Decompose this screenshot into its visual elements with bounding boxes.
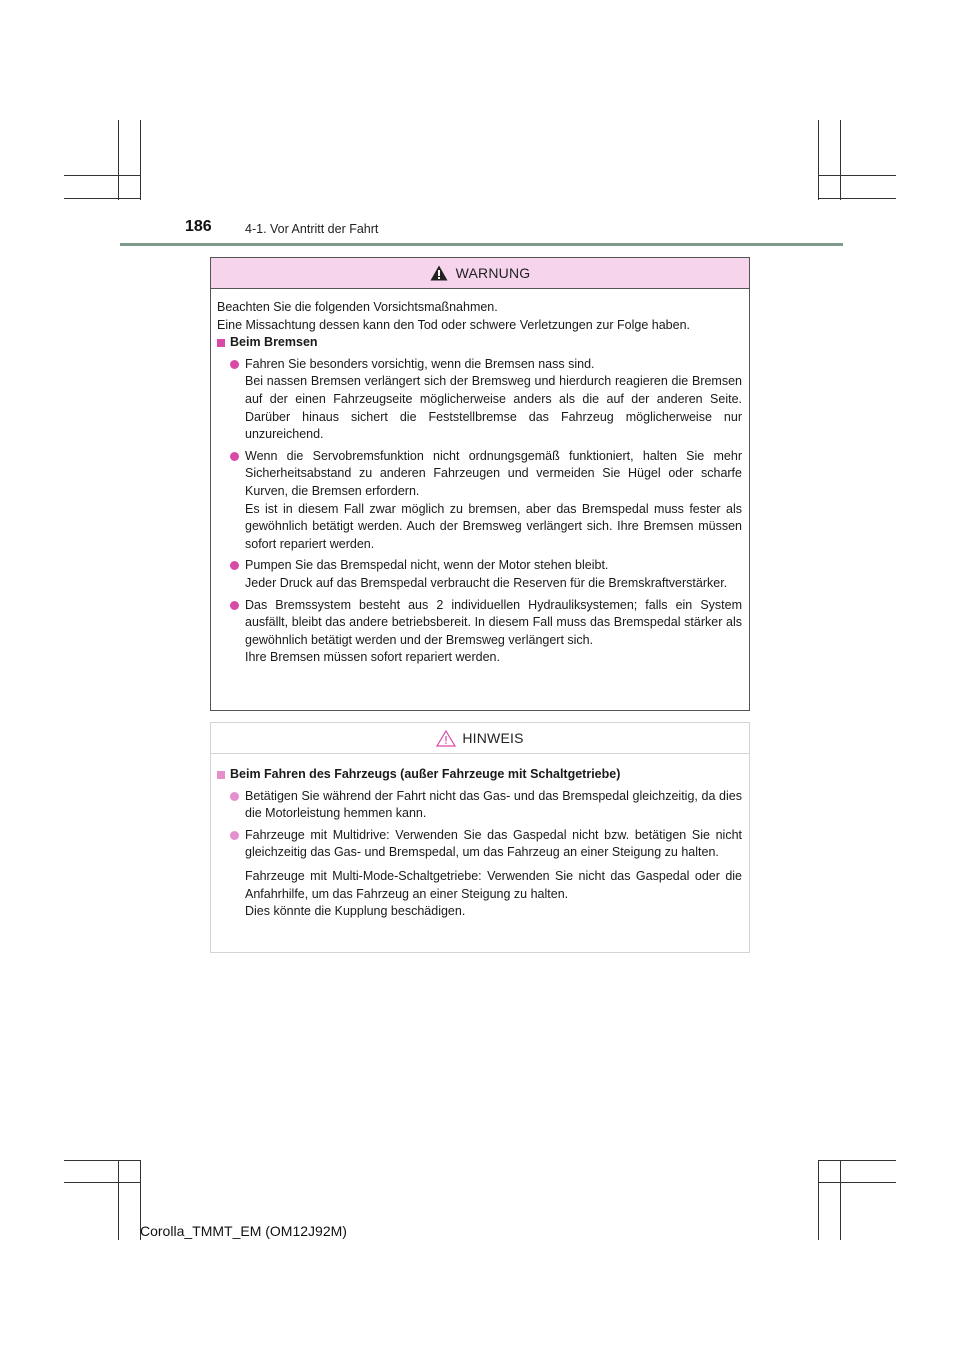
list-item (217, 557, 742, 592)
bullet-text: Das Bremssystem besteht aus 2 individuellen Hydrauliksystemen; falls ein System ausfällt, bleibt das andere betriebsbereit. In diesem Fall muss das Bremspedal stärker als gewöhnlich betätigt werden und der Bremsweg verlängert sich. (245, 597, 742, 647)
bullet-text: Betätigen Sie während der Fahrt nicht das Gas- und das Bremspedal gleichzeitig, da dies die Motorleistung hemmen kann. (245, 788, 742, 821)
list-item (217, 448, 742, 554)
crop-mark (818, 120, 819, 200)
crop-mark (64, 1182, 140, 1183)
warning-subhead-text: Beim Bremsen (230, 335, 318, 350)
bullet-text: Es ist in diesem Fall zwar möglich zu bremsen, aber das Bremspedal muss fester als gewöhnlich betätigt werden. Auch der Bremsweg verlängert sich. Ihre Bremsen müssen sofort repariert werden. (245, 501, 742, 551)
crop-mark (818, 198, 896, 199)
warning-header (211, 258, 749, 289)
warning-title: WARNUNG (455, 265, 531, 281)
crop-mark (118, 120, 119, 200)
warning-subhead (217, 334, 742, 352)
bullet-text: Fahren Sie besonders vorsichtig, wenn die Bremsen nass sind. (245, 356, 595, 371)
notice-subhead-text: Beim Fahren des Fahrzeugs (außer Fahrzeuge mit Schaltgetriebe) (230, 767, 621, 781)
page-number: 186 (185, 218, 212, 235)
warning-intro-line: Beachten Sie die folgenden Vorsichtsmaßnahmen. (217, 300, 498, 314)
crop-mark (840, 120, 841, 200)
bullet-text: Ihre Bremsen müssen sofort repariert werden. (245, 650, 500, 665)
crop-mark (818, 1160, 896, 1161)
circle-bullet-icon (230, 452, 239, 461)
warning-intro-line: Eine Missachtung dessen kann den Tod oder schwere Verletzungen zur Folge haben. (217, 317, 690, 332)
warning-intro (217, 299, 742, 334)
notice-extra-line: Fahrzeuge mit Multi-Mode-Schaltgetriebe: Verwenden Sie nicht das Gaspedal oder die Anfahrhilfe, um das Fahrzeug an einer Steigung zu halten. (245, 868, 742, 901)
crop-mark (118, 1160, 119, 1240)
notice-extra (217, 868, 742, 921)
list-item (217, 827, 742, 862)
notice-subhead (217, 766, 742, 784)
notice-title: HINWEIS (462, 730, 524, 746)
warning-triangle-icon (430, 265, 448, 281)
caution-triangle-outline-icon (436, 730, 454, 746)
bullet-text: Jeder Druck auf das Bremspedal verbraucht die Reserven für die Bremskraftverstärker. (245, 575, 728, 590)
notice-extra-line: Dies könnte die Kupplung beschädigen. (245, 904, 466, 919)
circle-bullet-icon (230, 831, 239, 840)
square-bullet-icon (217, 339, 225, 347)
crop-mark (818, 175, 896, 176)
bullet-text: Bei nassen Bremsen verlängert sich der Bremsweg und hierdurch reagieren die Bremsen auf der einen Fahrzeugseite möglicherweise anders als die auf der anderen Seite. Darüber hinaus sichert die Feststellbremse das Fahrzeug möglicherweise nur unzureichend. (245, 374, 742, 442)
footer-model: Corolla_TMMT_EM (OM12J92M) (140, 1223, 347, 1239)
crop-mark (818, 1160, 819, 1240)
header-rule (120, 243, 843, 246)
crop-mark (840, 1160, 841, 1240)
list-item (217, 356, 742, 444)
bullet-text: Fahrzeuge mit Multidrive: Verwenden Sie das Gaspedal nicht bzw. betätigen Sie nicht gleichzeitig das Gas- und Bremspedal, um das Fahrzeug an einer Steigung zu halten. (245, 827, 742, 860)
list-item (217, 597, 742, 667)
warning-box (210, 257, 750, 711)
notice-box (210, 722, 750, 953)
crop-mark (140, 120, 141, 200)
bullet-text: Pumpen Sie das Bremspedal nicht, wenn der Motor stehen bleibt. (245, 558, 609, 573)
circle-bullet-icon (230, 561, 239, 570)
list-item (217, 788, 742, 823)
crop-mark (818, 1182, 896, 1183)
crop-mark (64, 1160, 140, 1161)
circle-bullet-icon (230, 601, 239, 610)
circle-bullet-icon (230, 792, 239, 801)
circle-bullet-icon (230, 360, 239, 369)
square-bullet-icon (217, 771, 225, 779)
notice-header (211, 723, 749, 754)
crop-mark (64, 198, 140, 199)
crop-mark (64, 175, 140, 176)
bullet-text: Wenn die Servobremsfunktion nicht ordnungsgemäß funktioniert, halten Sie mehr Sicherheitsabstand zu anderen Fahrzeugen und vermeiden Sie Hügel oder scharfe Kurven, die Bremsen erfordern. (245, 448, 742, 498)
section-title: 4-1. Vor Antritt der Fahrt (245, 222, 379, 236)
